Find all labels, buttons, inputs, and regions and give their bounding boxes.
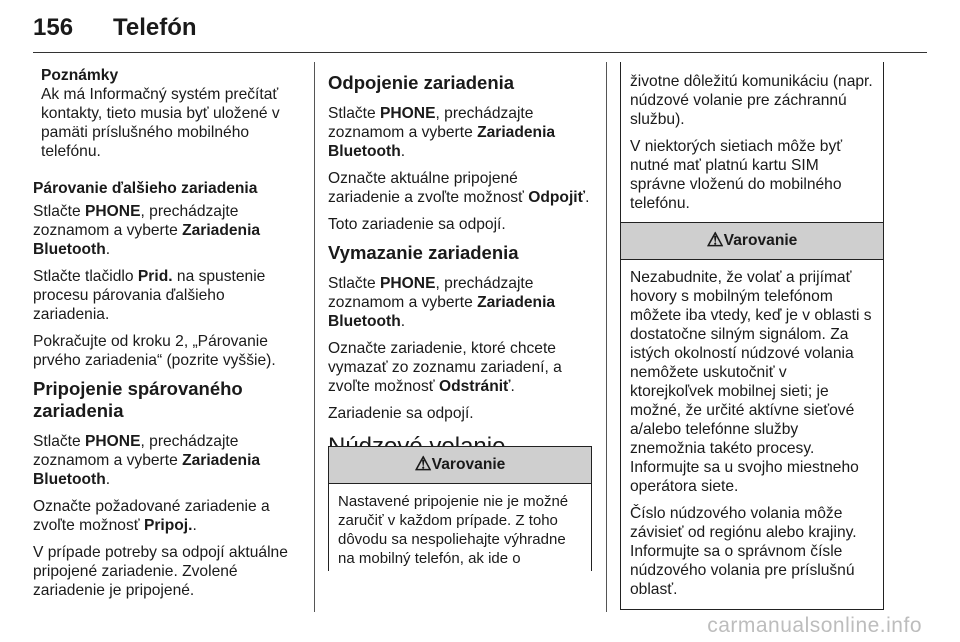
paragraph: Stlačte tlačidlo Prid. na spustenie procesu párovania ďalšieho zariadenia.	[33, 268, 266, 323]
warning-triangle-icon: ⚠	[414, 454, 432, 475]
middle-column	[328, 66, 591, 472]
note-text: Ak má Informačný systém prečítať kontakty, tieto musia byť uložené v pamäti príslušného mobilného telefónu.	[41, 86, 280, 160]
watermark: carmanualsonline.info	[707, 614, 922, 637]
warning-text: Nastavené pripojenie nie je možné zaručiť v každom prípade. Z toho dôvodu sa nespoliehajte výhradne na mobilný telefón, ak ide o	[338, 493, 569, 567]
paragraph: Stlačte PHONE, prechádzajte zoznamom a vyberte Zariadenia Bluetooth.	[328, 105, 556, 160]
warning-header	[329, 447, 591, 484]
warning-title: Varovanie	[723, 232, 798, 249]
warning-title: Varovanie	[431, 456, 506, 473]
section-heading: Párovanie ďalšieho zariadenia	[33, 180, 258, 197]
column-divider	[314, 62, 315, 612]
paragraph: Stlačte PHONE, prechádzajte zoznamom a vyberte Zariadenia Bluetooth.	[33, 433, 261, 488]
warning-triangle-icon: ⚠	[706, 230, 724, 251]
paragraph: Označte zariadenie, ktoré chcete vymazať zo zoznamu zariadení, a zvoľte možnosť Odstrániť.	[328, 340, 562, 395]
paragraph: Nezabudnite, že volať a prijímať hovory s mobilným telefónom môžete iba vtedy, keď je v oblasti s dostatočne silným signálom. Za istých okolností núdzové volania nemôžete uskutočniť v ktorejkoľvek mobilnej sieti; je možné, že určité aktívne sieťové a/alebo telefónne služby znemožnia takéto procesy. Informujte sa u svojho miestneho operátora siete.	[630, 269, 872, 495]
paragraph: Stlačte PHONE, prechádzajte zoznamom a vyberte Zariadenia Bluetooth.	[328, 275, 556, 330]
note-block	[33, 66, 303, 161]
warning-header	[621, 223, 883, 260]
paragraph: Číslo núdzového volania môže závisieť od regiónu alebo krajiny. Informujte sa o správnom čísle núdzového volania pre príslušnú oblasť.	[630, 505, 857, 598]
paragraph: Pokračujte od kroku 2, „Párovanie prvého zariadenia“ (pozrite vyššie).	[33, 333, 276, 369]
page-header	[0, 0, 960, 60]
paragraph: Zariadenie sa odpojí.	[328, 405, 474, 422]
warning-box	[328, 446, 592, 571]
header-rule	[33, 52, 927, 53]
paragraph: Označte aktuálne pripojené zariadenie a zvoľte možnosť Odpojiť.	[328, 170, 590, 206]
column-divider	[606, 62, 607, 612]
note-title: Poznámky	[41, 67, 119, 84]
warning-continuation-box	[620, 62, 884, 224]
paragraph: Toto zariadenie sa odpojí.	[328, 216, 506, 233]
paragraph: životne dôležitú komunikáciu (napr. núdzové volanie pre záchrannú službu).	[630, 73, 873, 128]
paragraph: Označte požadované zariadenie a zvoľte možnosť Pripoj..	[33, 498, 270, 534]
warning-box	[620, 222, 884, 610]
paragraph: Stlačte PHONE, prechádzajte zoznamom a vyberte Zariadenia Bluetooth.	[33, 203, 261, 258]
left-column	[33, 66, 303, 608]
paragraph: V niektorých sietiach môže byť nutné mať platnú kartu SIM správne vloženú do mobilného telefónu.	[630, 138, 843, 212]
paragraph: V prípade potreby sa odpojí aktuálne pripojené zariadenie. Zvolené zariadenie je pripojené.	[33, 544, 288, 599]
section-heading: Pripojenie spárovaného zariadenia	[33, 378, 243, 421]
section-heading: Vymazanie zariadenia	[328, 242, 519, 263]
section-heading: Odpojenie zariadenia	[328, 72, 515, 93]
page-number: 156	[33, 14, 74, 41]
chapter-title: Telefón	[113, 14, 197, 41]
